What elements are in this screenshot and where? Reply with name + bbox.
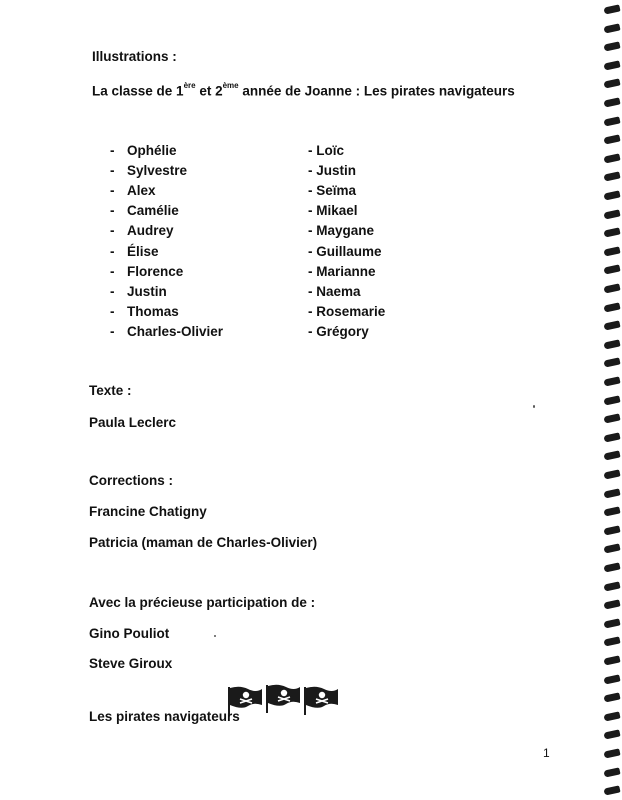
- list-bullet: -: [110, 143, 115, 158]
- binding-ring: [603, 134, 620, 144]
- binding-ring: [603, 618, 620, 628]
- student-name: Audrey: [127, 223, 174, 238]
- binding-ring: [603, 785, 620, 795]
- binding-ring: [603, 636, 620, 646]
- class-line-part1: La classe de 1: [92, 83, 184, 99]
- student-name: Élise: [127, 244, 159, 259]
- list-bullet: -: [110, 183, 115, 198]
- pirate-flags: [226, 683, 341, 717]
- student-name: - Guillaume: [308, 244, 382, 259]
- binding-ring: [603, 525, 620, 535]
- student-name: - Naema: [308, 284, 361, 299]
- binding-ring: [603, 655, 620, 665]
- participant-2: Steve Giroux: [89, 656, 173, 671]
- student-name: Justin: [127, 284, 167, 299]
- student-name: - Justin: [308, 163, 357, 178]
- participant-1: Gino Pouliot: [89, 626, 170, 641]
- pirate-flag-icon: [226, 685, 264, 715]
- list-bullet: -: [110, 163, 115, 178]
- binding-ring: [603, 357, 620, 367]
- binding-ring: [603, 543, 620, 553]
- pirate-flag-icon: [264, 683, 302, 713]
- binding-ring: [603, 78, 620, 88]
- binding-ring: [603, 41, 620, 51]
- corrections-name-2: Patricia (maman de Charles-Olivier): [89, 535, 318, 550]
- binding-ring: [603, 320, 620, 330]
- binding-ring: [603, 711, 620, 721]
- binding-ring: [603, 674, 620, 684]
- class-line-sup2: ème: [222, 81, 239, 90]
- list-bullet: -: [110, 304, 115, 319]
- list-bullet: -: [110, 244, 115, 259]
- list-bullet: -: [110, 223, 115, 238]
- class-line-part2: et 2: [195, 83, 223, 99]
- list-bullet: -: [110, 324, 115, 339]
- student-name: Sylvestre: [127, 163, 188, 178]
- class-line-part3: année de Joanne : Les pirates navigateurs: [238, 83, 515, 99]
- student-name: - Grégory: [308, 324, 369, 339]
- student-name: Ophélie: [127, 143, 177, 158]
- student-name: - Loïc: [308, 143, 344, 158]
- binding-ring: [603, 171, 620, 181]
- student-name: - Rosemarie: [308, 304, 386, 319]
- texte-heading: Texte :: [89, 383, 132, 398]
- list-bullet: -: [110, 284, 115, 299]
- student-name: - Maygane: [308, 223, 375, 238]
- student-name: Thomas: [127, 304, 179, 319]
- list-bullet: -: [110, 264, 115, 279]
- binding-ring: [603, 469, 620, 479]
- binding-ring: [603, 60, 620, 70]
- binding-ring: [603, 190, 620, 200]
- student-name: Florence: [127, 264, 184, 279]
- binding-ring: [603, 339, 620, 349]
- corrections-heading: Corrections :: [89, 473, 174, 488]
- student-name: - Marianne: [308, 264, 376, 279]
- participation-heading: Avec la précieuse participation de :: [89, 595, 316, 610]
- binding-ring: [603, 264, 620, 274]
- binding-ring: [603, 748, 620, 758]
- binding-ring: [603, 562, 620, 572]
- binding-ring: [603, 599, 620, 609]
- binding-ring: [603, 97, 620, 107]
- page-number: 1: [543, 746, 550, 760]
- illustrations-heading: Illustrations :: [92, 49, 177, 64]
- binding-ring: [603, 116, 620, 126]
- scan-speck: [214, 635, 216, 637]
- binding-ring: [603, 413, 620, 423]
- binding-ring: [603, 506, 620, 516]
- student-name: Charles-Olivier: [127, 324, 224, 339]
- binding-ring: [603, 767, 620, 777]
- spiral-binding: [600, 0, 622, 800]
- student-name: Alex: [127, 183, 156, 198]
- pirate-flag-icon: [302, 685, 340, 715]
- scan-speck: [533, 405, 535, 408]
- binding-ring: [603, 4, 620, 14]
- student-name: Camélie: [127, 203, 179, 218]
- student-name: - Seïma: [308, 183, 357, 198]
- binding-ring: [603, 488, 620, 498]
- binding-ring: [603, 23, 620, 33]
- binding-ring: [603, 729, 620, 739]
- binding-ring: [603, 395, 620, 405]
- binding-ring: [603, 302, 620, 312]
- class-line-sup1: ère: [183, 81, 196, 90]
- binding-ring: [603, 376, 620, 386]
- binding-ring: [603, 450, 620, 460]
- corrections-name-1: Francine Chatigny: [89, 504, 207, 519]
- student-name: - Mikael: [308, 203, 358, 218]
- binding-ring: [603, 692, 620, 702]
- binding-ring: [603, 432, 620, 442]
- binding-ring: [603, 283, 620, 293]
- class-line: [92, 83, 515, 99]
- signature: Les pirates navigateurs: [89, 709, 240, 724]
- texte-author: Paula Leclerc: [89, 415, 177, 430]
- list-bullet: -: [110, 203, 115, 218]
- binding-ring: [603, 581, 620, 591]
- binding-ring: [603, 153, 620, 163]
- binding-ring: [603, 227, 620, 237]
- binding-ring: [603, 246, 620, 256]
- binding-ring: [603, 209, 620, 219]
